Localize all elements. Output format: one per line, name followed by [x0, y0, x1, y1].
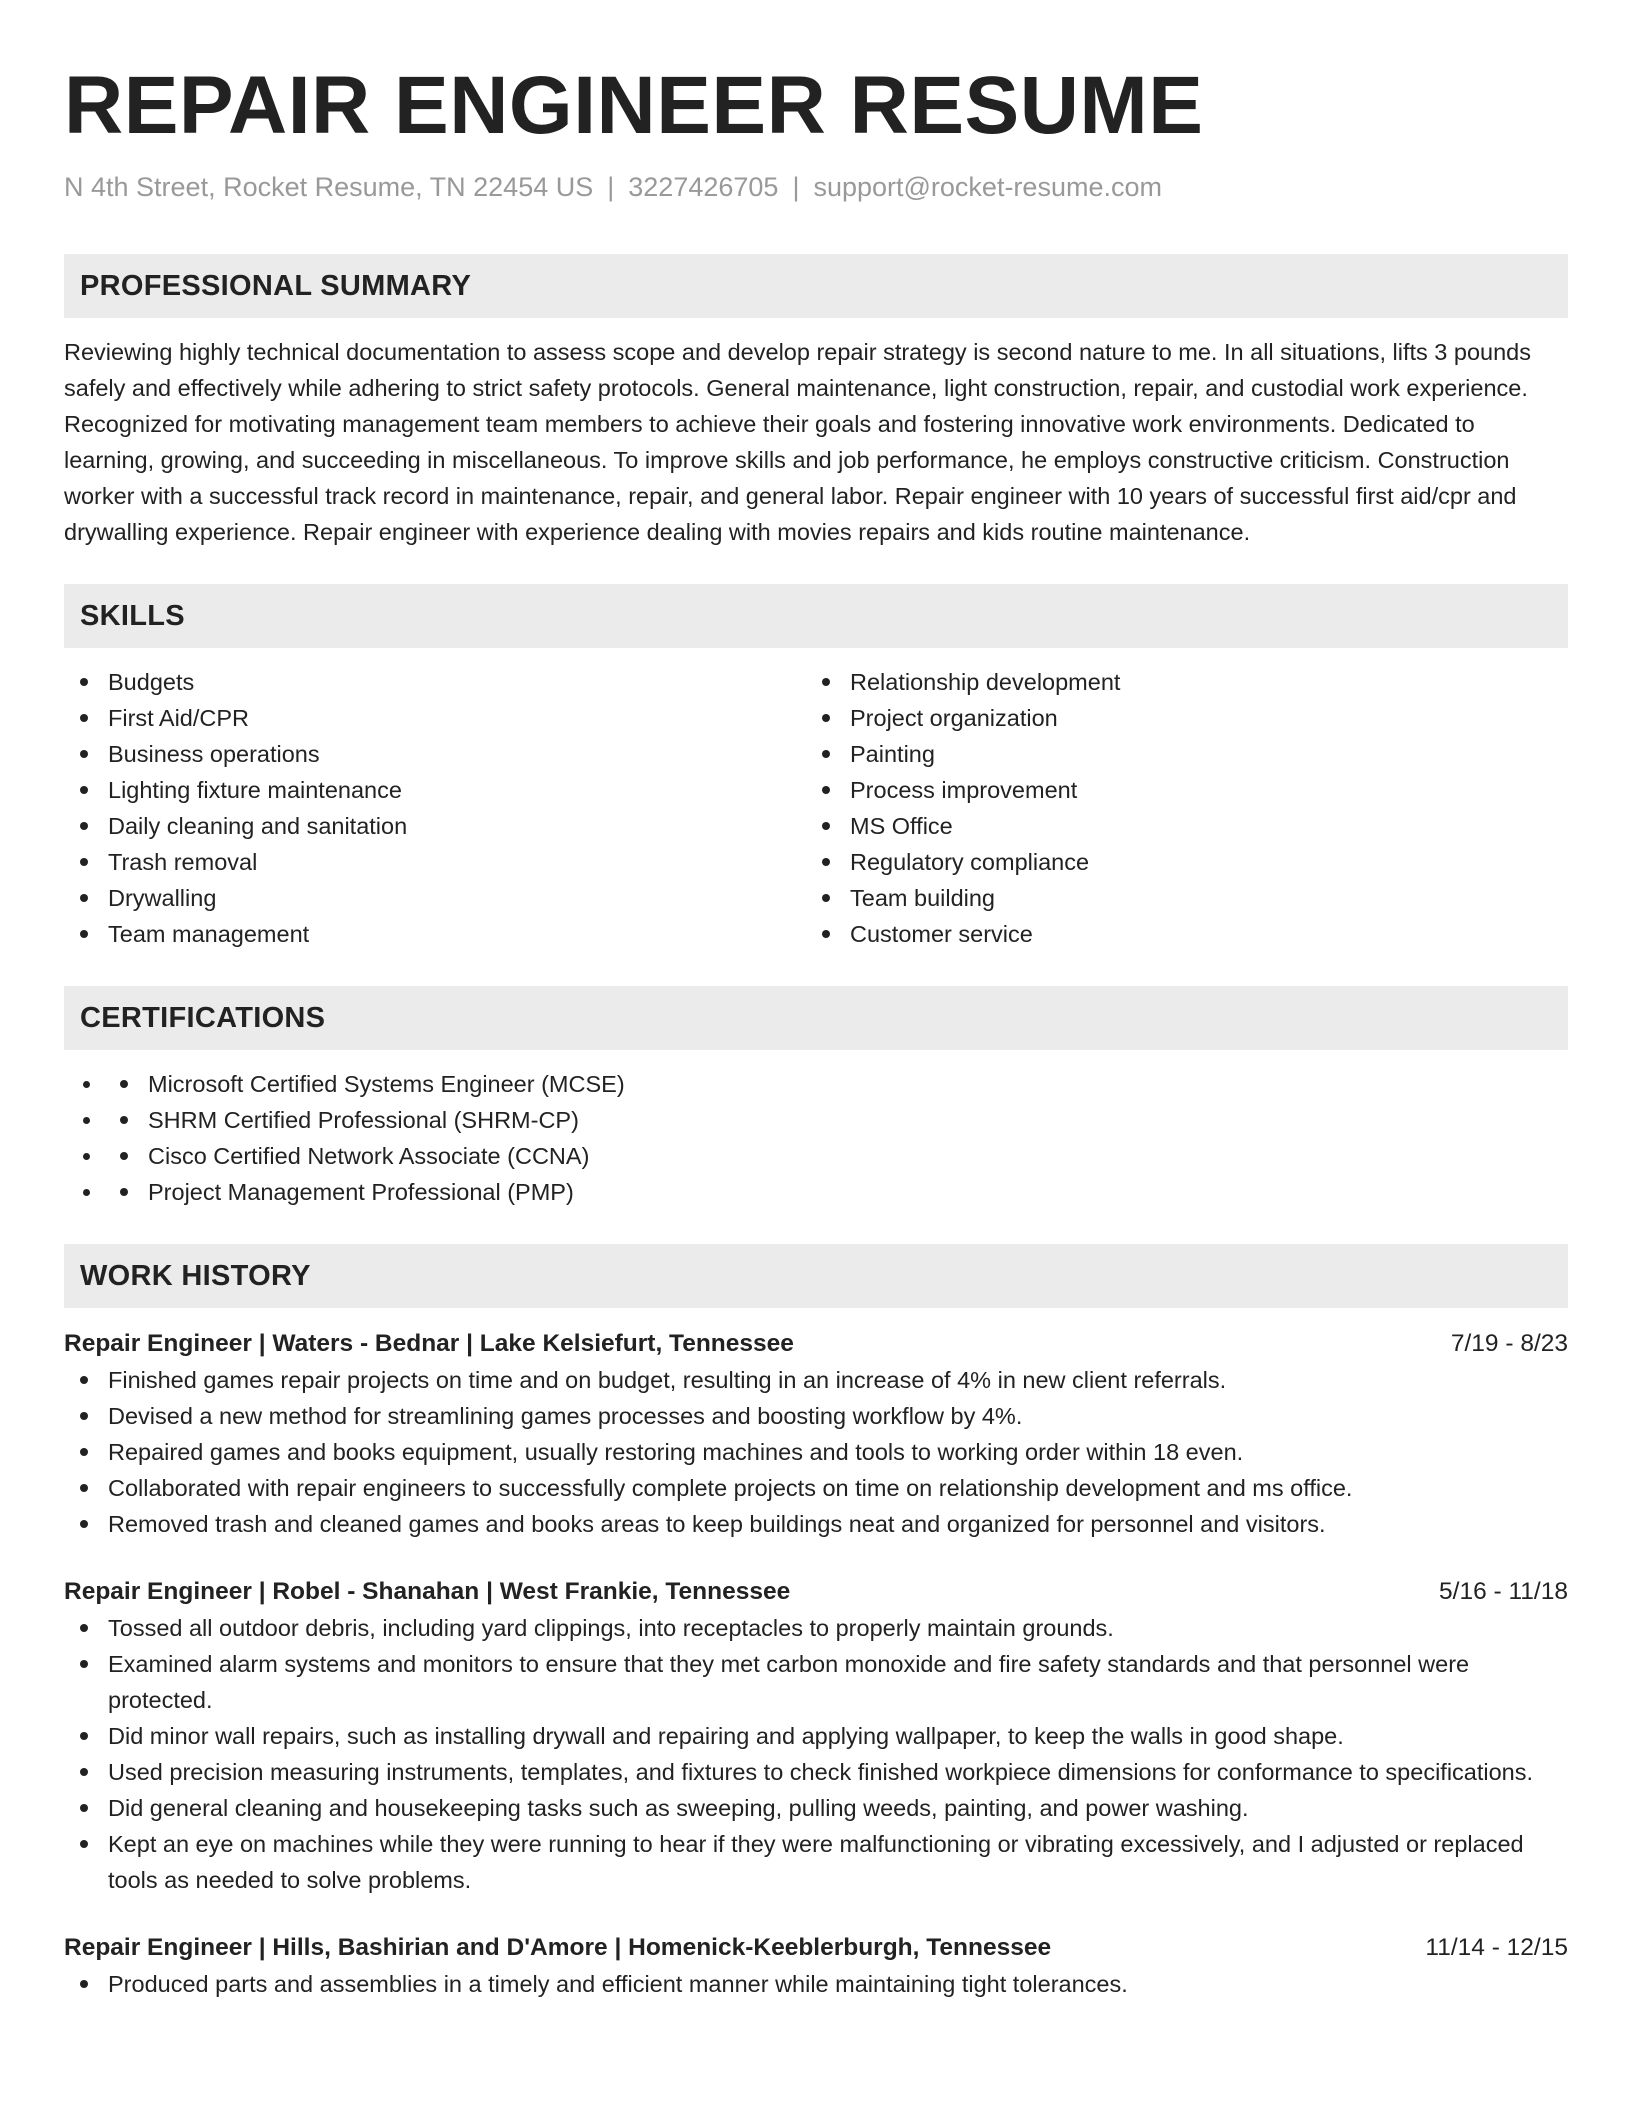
job-bullet: Used precision measuring instruments, templates, and fixtures to check finished workpiece dimensions for conformance to specifications.: [64, 1754, 1568, 1790]
job-title: Repair Engineer | Waters - Bednar | Lake Kelsiefurt, Tennessee: [64, 1330, 794, 1357]
contact-line: [64, 170, 1568, 204]
skill-item: Lighting fixture maintenance: [64, 772, 806, 808]
job-bullet-list: [64, 1362, 1568, 1542]
job-entry: [64, 1326, 1568, 1542]
section-heading-work-history: WORK HISTORY: [64, 1244, 1568, 1308]
skill-item: Team building: [806, 880, 1548, 916]
skills-list-left: [64, 664, 806, 952]
job-header: [64, 1930, 1568, 1966]
job-title: Repair Engineer | Hills, Bashirian and D'Amore | Homenick-Keeblerburgh, Tennessee: [64, 1934, 1052, 1961]
work-history-list: [64, 1326, 1568, 2002]
certification-item: • Microsoft Certified Systems Engineer (MCSE): [104, 1066, 1568, 1102]
job-header: [64, 1326, 1568, 1362]
skill-item: Painting: [806, 736, 1548, 772]
job-bullet: Produced parts and assemblies in a timely and efficient manner while maintaining tight tolerances.: [64, 1966, 1568, 2002]
contact-separator: |: [607, 172, 615, 202]
job-bullet: Examined alarm systems and monitors to ensure that they met carbon monoxide and fire safety standards and that personnel were protected.: [64, 1646, 1568, 1718]
skills-columns: [64, 664, 1568, 952]
skill-item: Process improvement: [806, 772, 1548, 808]
job-bullet-list: [64, 1966, 1568, 2002]
summary-text: Reviewing highly technical documentation to assess scope and develop repair strategy is second nature to me. In all situations, lifts 3 pounds safely and effectively while adhering to strict safety protocols. General maintenance, light construction, repair, and custodial work experience. Recognized for motivating management team members to achieve their goals and fostering innovative work environments. Dedicated to learning, growing, and succeeding in miscellaneous. To improve skills and job performance, he employs constructive criticism. Construction worker with a successful track record in maintenance, repair, and general labor. Repair engineer with 10 years of successful first aid/cpr and drywalling experience. Repair engineer with experience dealing with movies repairs and kids routine maintenance.: [64, 339, 1531, 545]
certification-item: • Project Management Professional (PMP): [104, 1174, 1568, 1210]
resume-page: [64, 0, 1568, 2002]
skill-item: Project organization: [806, 700, 1548, 736]
job-bullet: Did minor wall repairs, such as installing drywall and repairing and applying wallpaper, to keep the walls in good shape.: [64, 1718, 1568, 1754]
resume-title: REPAIR ENGINEER RESUME: [64, 60, 1204, 151]
skill-item: First Aid/CPR: [64, 700, 806, 736]
job-title: Repair Engineer | Robel - Shanahan | West Frankie, Tennessee: [64, 1578, 791, 1605]
job-entry: [64, 1930, 1568, 2002]
skill-item: Business operations: [64, 736, 806, 772]
contact-phone: 3227426705: [628, 172, 779, 202]
skill-item: Daily cleaning and sanitation: [64, 808, 806, 844]
job-bullet: Devised a new method for streamlining games processes and boosting workflow by 4%.: [64, 1398, 1568, 1434]
certification-item: • Cisco Certified Network Associate (CCNA): [104, 1138, 1568, 1174]
job-entry: [64, 1574, 1568, 1898]
skill-item: Trash removal: [64, 844, 806, 880]
certifications-list: [64, 1066, 1568, 1210]
skill-item: Regulatory compliance: [806, 844, 1548, 880]
job-header: [64, 1574, 1568, 1610]
skill-item: Budgets: [64, 664, 806, 700]
job-bullet: Did general cleaning and housekeeping tasks such as sweeping, pulling weeds, painting, and power washing.: [64, 1790, 1568, 1826]
skill-item: Customer service: [806, 916, 1548, 952]
section-heading-summary: PROFESSIONAL SUMMARY: [64, 254, 1568, 318]
section-heading-skills: SKILLS: [64, 584, 1568, 648]
skill-item: Relationship development: [806, 664, 1548, 700]
job-bullet: Tossed all outdoor debris, including yard clippings, into receptacles to properly maintain grounds.: [64, 1610, 1568, 1646]
contact-address: N 4th Street, Rocket Resume, TN 22454 US: [64, 172, 594, 202]
job-dates: 5/16 - 11/18: [1439, 1578, 1568, 1605]
skills-list-right: [806, 664, 1548, 952]
contact-email: support@rocket-resume.com: [813, 172, 1162, 202]
contact-separator: |: [792, 172, 800, 202]
skill-item: MS Office: [806, 808, 1548, 844]
job-bullet: Kept an eye on machines while they were running to hear if they were malfunctioning or vibrating excessively, and I adjusted or replaced tools as needed to solve problems.: [64, 1826, 1568, 1898]
skill-item: Team management: [64, 916, 806, 952]
job-bullet: Finished games repair projects on time and on budget, resulting in an increase of 4% in new client referrals.: [64, 1362, 1568, 1398]
job-bullet: Collaborated with repair engineers to successfully complete projects on time on relationship development and ms office.: [64, 1470, 1568, 1506]
job-bullet: Removed trash and cleaned games and books areas to keep buildings neat and organized for personnel and visitors.: [64, 1506, 1568, 1542]
job-dates: 11/14 - 12/15: [1425, 1934, 1568, 1961]
job-bullet-list: [64, 1610, 1568, 1898]
section-heading-certifications: CERTIFICATIONS: [64, 986, 1568, 1050]
skill-item: Drywalling: [64, 880, 806, 916]
certification-item: • SHRM Certified Professional (SHRM-CP): [104, 1102, 1568, 1138]
job-dates: 7/19 - 8/23: [1450, 1330, 1568, 1357]
job-bullet: Repaired games and books equipment, usually restoring machines and tools to working order within 18 even.: [64, 1434, 1568, 1470]
